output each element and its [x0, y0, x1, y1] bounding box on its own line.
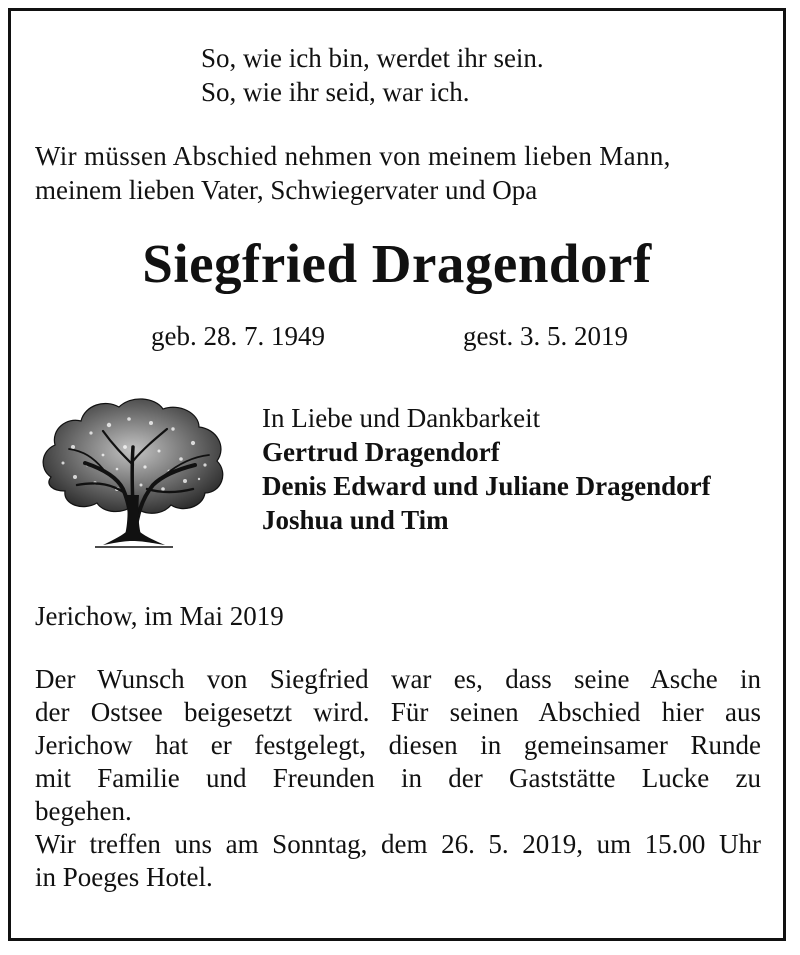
death-date: gest. 3. 5. 2019: [463, 321, 628, 351]
message-line: in Poeges Hotel.: [35, 862, 213, 892]
message-line: Jerichow hat er festgelegt, diesen in gemeinsamer Runde: [35, 730, 761, 760]
mourner-name: Joshua und Tim: [262, 505, 449, 535]
obituary-notice: [8, 8, 786, 941]
birth-date: geb. 28. 7. 1949: [151, 321, 325, 351]
mourners-block: [262, 401, 711, 537]
message-paragraph: [35, 663, 761, 894]
mourner-name: Gertrud Dragendorf: [262, 437, 500, 467]
intro-line: Wir müssen Abschied nehmen von meinem lieben Mann,: [35, 141, 671, 171]
quote-line: So, wie ihr seid, war ich.: [201, 77, 470, 107]
intro-line: meinem lieben Vater, Schwiegervater und Opa: [35, 175, 538, 205]
message-line: mit Familie und Freunden in der Gaststätte Lucke zu: [35, 763, 761, 793]
tree-icon: [33, 385, 233, 555]
mourners-intro: In Liebe und Dankbarkeit: [262, 403, 541, 433]
message-line: Wir treffen uns am Sonntag, dem 26. 5. 2019, um 15.00 Uhr: [35, 829, 761, 859]
intro-text: [35, 139, 671, 207]
deceased-name: Siegfried Dragendorf: [142, 233, 652, 294]
message-line: Der Wunsch von Siegfried war es, dass seine Asche in: [35, 664, 761, 694]
message-line: der Ostsee beigesetzt wird. Für seinen Abschied hier aus: [35, 697, 761, 727]
quote-line: So, wie ich bin, werdet ihr sein.: [201, 43, 544, 73]
message-line: begehen.: [35, 796, 132, 826]
mourner-name: Denis Edward und Juliane Dragendorf: [262, 471, 711, 501]
epitaph-quote: [201, 41, 544, 109]
place-date: Jerichow, im Mai 2019: [35, 601, 284, 631]
